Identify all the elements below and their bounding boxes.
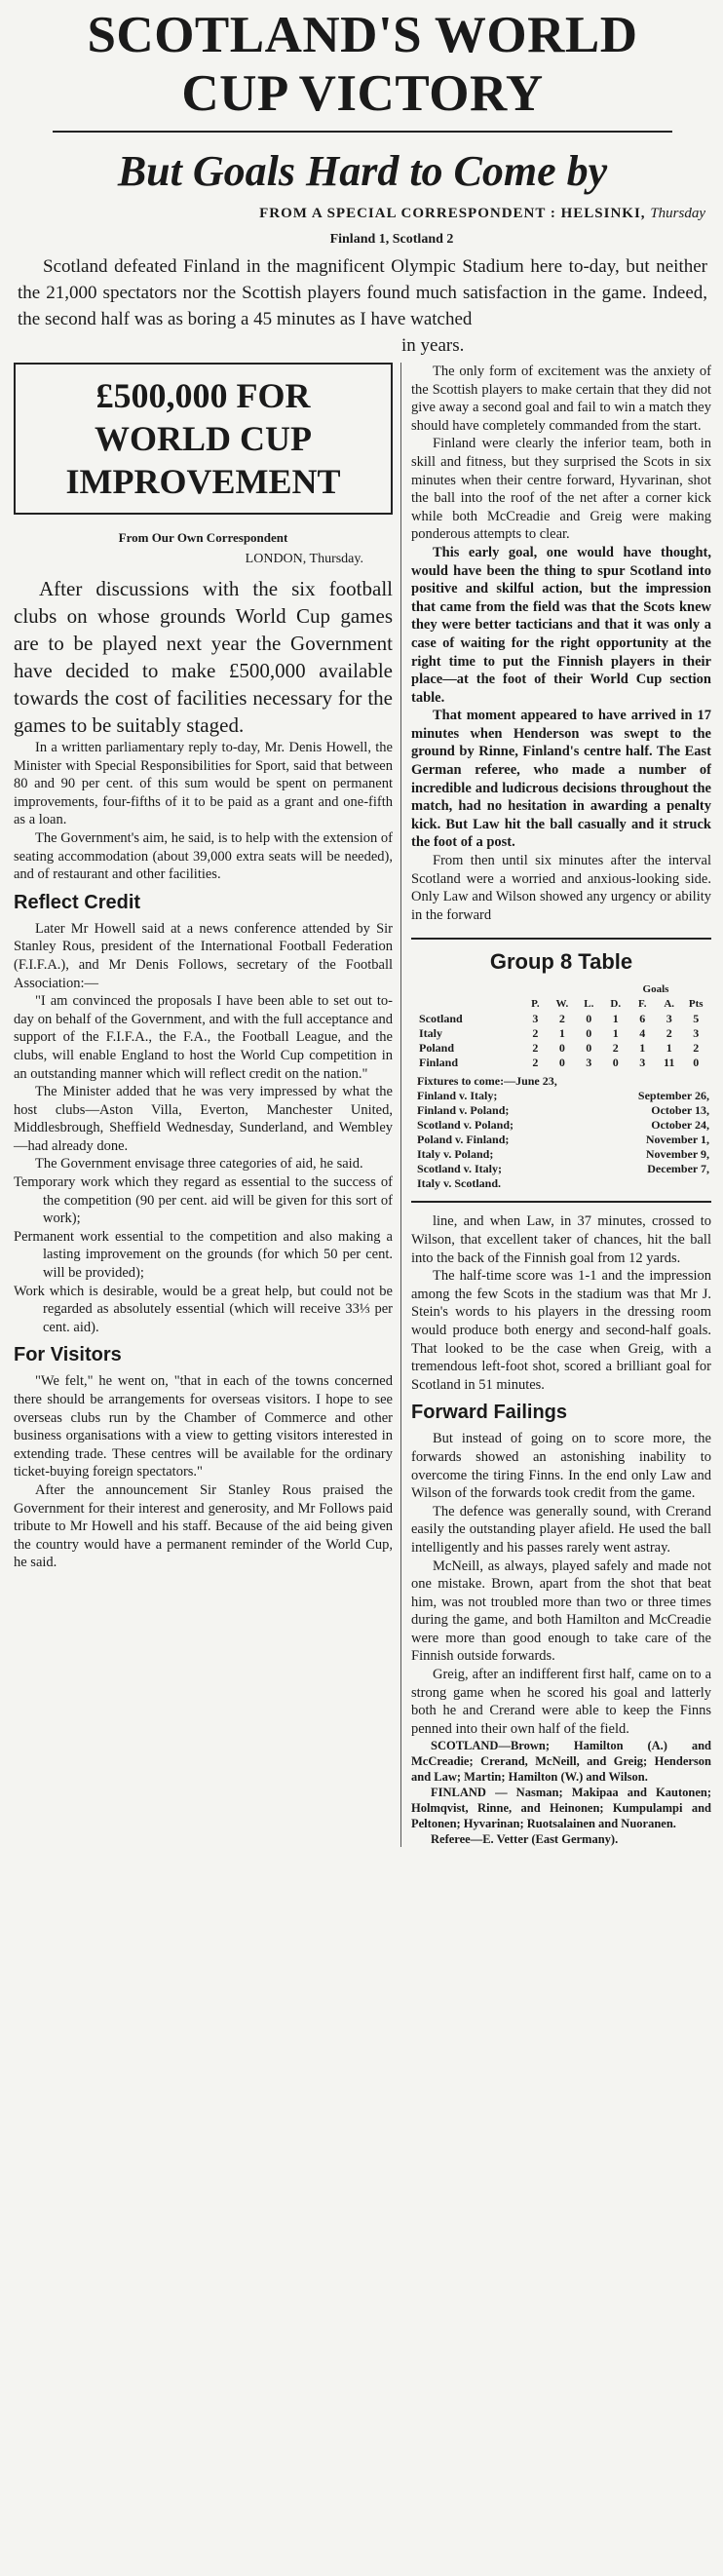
report-paragraph: line, and when Law, in 37 minutes, crossed to Wilson, that excellent taker of chances, hit the ball into the back of the Finnish goal from 12 yards. [411, 1213, 711, 1266]
fixture-match: Scotland v. Poland; [417, 1118, 514, 1133]
fixture-date: October 24, [651, 1118, 709, 1133]
team-name: Italy [419, 1026, 442, 1041]
stat-cell: 5 [693, 1012, 700, 1026]
header-cell: A. [664, 998, 675, 1011]
sidebar-from: From Our Own Correspondent [118, 530, 288, 545]
team-name: Finland [419, 1056, 459, 1070]
sidebar-headline-1: £500,000 FOR [95, 376, 311, 415]
stat-cell: 2 [532, 1056, 539, 1070]
report-paragraph: The defence was generally sound, with Crerand easily the outstanding player afield. He used the ball intelligently and his passes rarely went astray. [411, 1503, 711, 1556]
stat-cell: 2 [558, 1012, 565, 1026]
aid-category: Temporary work which they regard as essential to the success of the competition (90 per cent. aid will be given for this sort of work); [14, 1174, 393, 1227]
fixture-match: Poland v. Finland; [417, 1133, 510, 1147]
sidebar-paragraph: The Government envisage three categories of aid, he said. [35, 1156, 363, 1173]
fixture-date: November 9, [645, 1147, 709, 1162]
masthead [14, 6, 711, 196]
header-cell: W. [555, 998, 569, 1011]
stat-cell: 3 [586, 1056, 592, 1070]
team-name: Poland [419, 1041, 455, 1056]
fixtures-title: Fixtures to come:—June 23, [417, 1074, 557, 1089]
referee-line: Referee—E. Vetter (East Germany). [431, 1832, 619, 1847]
stat-cell: 2 [532, 1041, 539, 1056]
standings-header-row [417, 997, 709, 1012]
stat-cell: 1 [612, 1012, 619, 1026]
stat-cell: 1 [558, 1026, 565, 1041]
headline-line-1: SCOTLAND'S WORLD [87, 7, 638, 63]
aid-category: Work which is desirable, would be a great help, but could not be regarded as absolutely essential (which will receive 33⅓ per cent. aid). [14, 1283, 393, 1335]
report-paragraph: But instead of going on to score more, the forwards showed an astonishing inability to overcome the tiring Finns. In the end only Law and Wilson of the forwards took credit from the game. [411, 1431, 711, 1502]
report-column [401, 363, 711, 1847]
report-paragraph: Greig, after an indifferent first half, came on to a strong game when he scored his goal and latterly both he and Crerand were able to keep the Finns penned into their own half of the field. [411, 1667, 711, 1737]
stat-cell: 2 [666, 1026, 672, 1041]
header-cell: D. [610, 998, 622, 1011]
stat-cell: 0 [693, 1056, 700, 1070]
sidebar-headline-box [14, 363, 393, 515]
report-subhead-forward-failings: Forward Failings [411, 1402, 568, 1424]
stat-cell: 1 [612, 1026, 619, 1041]
fixture-date: November 1, [645, 1133, 709, 1147]
goals-label: Goals [642, 983, 669, 996]
goals-header-row [417, 982, 709, 997]
stat-cell: 0 [612, 1056, 619, 1070]
stat-cell: 0 [558, 1041, 565, 1056]
fixtures-list [417, 1074, 711, 1191]
sidebar-paragraph: "We felt," he went on, "that in each of the towns concerned there should be arrangements for overseas visitors. I hope to see overseas clubs run by the Chamber of Commerce and other business organisations with a view to getting visitors interested in extending trade. These centres will be available for the ordinary ticket-buying foreign spectators." [14, 1373, 393, 1480]
score-line: Finland 1, Scotland 2 [329, 232, 454, 247]
stat-cell: 11 [664, 1056, 675, 1070]
stat-cell: 0 [586, 1041, 592, 1056]
fixture-row [417, 1162, 709, 1176]
report-paragraph: The half-time score was 1-1 and the impression among the few Scots in the stadium was that Mr J. Stein's words to his players in the dressing room would produce both energy and second-half goals. That looked to be the case when Greig, with a tremendous left-foot shot, scored a brilliant goal for Scotland in 51 minutes. [411, 1268, 711, 1393]
table-row [417, 1056, 709, 1070]
sidebar-paragraph: The Minister added that he was very impressed by what the host clubs—Aston Villa, Everton, Manchester United, Middlesbrough, Sheffield Wednesday, Sunderland, and Wembley—had already done. [14, 1084, 393, 1154]
group-table-box [411, 938, 711, 1203]
lead-paragraph: Scotland defeated Finland in the magnificent Olympic Stadium here to-day, but neither the 21,000 spectators nor the Scottish players found much satisfaction in the game. Indeed, the second half was as boring a 45 minutes as I have watched [18, 256, 707, 329]
sidebar-subhead-for-visitors: For Visitors [14, 1344, 122, 1366]
report-paragraph: That moment appeared to have arrived in 17 minutes when Henderson was swept to the ground by Rinne, Finland's centre half. The East German referee, who made a number of incredible and ludicrous decisions throughout the match, had no hesitation in awarding a penalty kick. But Law hit the ball casually and it struck the foot of a post. [411, 708, 711, 851]
stat-cell: 3 [532, 1012, 539, 1026]
stat-cell: 1 [639, 1041, 646, 1056]
sidebar-intro: After discussions with the six football clubs on whose grounds World Cup games are to be played next year the Government have decided to make £500,000 available towards the cost of facilities necessary for the games to be suitably staged. [14, 577, 393, 737]
group-table-title: Group 8 Table [489, 949, 633, 975]
team-lineup-scotland: SCOTLAND—Brown; Hamilton (A.) and McCreadie; Crerand, McNeill, and Greig; Henderson and Law; Martin; Hamilton (W.) and Wilson. [411, 1739, 711, 1785]
stat-cell: 2 [612, 1041, 619, 1056]
stat-cell: 2 [532, 1026, 539, 1041]
report-paragraph: Finland were clearly the inferior team, both in skill and fitness, but they surprised the Scots in six minutes when their centre forward, Hyvarinan, shot the ball into the roof of the net after a corner kick while both McCreadie and Greig were making ponderous attempts to clear. [411, 436, 711, 543]
fixture-row [417, 1176, 709, 1191]
byline [14, 206, 705, 222]
sidebar-paragraph: In a written parliamentary reply to-day, Mr. Denis Howell, the Minister with Special Responsibilities for Sport, said that between 80 and 90 per cent. of this sum would be spent on permanent improvements, four-fifths of it to be paid as a grant and one-fifth as a loan. [14, 740, 393, 828]
header-cell [417, 997, 522, 1012]
stat-cell: 3 [693, 1026, 700, 1041]
stat-cell: 0 [586, 1012, 592, 1026]
stat-cell: 4 [639, 1026, 646, 1041]
sidebar-dateline: LONDON, Thursday. [245, 552, 363, 566]
report-paragraph: This early goal, one would have thought, would have been the thing to spur Scotland into positive and skilful action, but the impression that came from the field was that the Scots knew they were better tacticians and that it was only a case of waiting for the right opportunity at the right time to put the Finnish players in their place—at the foot of their World Cup section table. [411, 544, 711, 706]
fixture-date: December 7, [647, 1162, 709, 1176]
headline-rule [53, 131, 672, 133]
sidebar-paragraph: The Government's aim, he said, is to help with the extension of seating accommodation (about 39,000 extra seats will be needed), and of restaurant and other facilities. [14, 829, 393, 883]
fixture-match: Finland v. Poland; [417, 1103, 510, 1118]
byline-day: Thursday [650, 206, 705, 221]
fixture-row [417, 1147, 709, 1162]
table-row [417, 1012, 709, 1026]
fixture-match: Italy v. Poland; [417, 1147, 494, 1162]
table-row [417, 1041, 709, 1056]
article-columns [14, 363, 711, 1847]
subheadline: But Goals Hard to Come by [117, 147, 608, 195]
fixture-match: Italy v. Scotland. [417, 1176, 502, 1191]
stat-cell: 0 [558, 1056, 565, 1070]
sidebar-headline-3: IMPROVEMENT [65, 462, 341, 501]
stat-cell: 3 [639, 1056, 646, 1070]
aid-category: Permanent work essential to the competition and also making a lasting improvement on the grounds (for which 50 per cent. will be provided); [14, 1228, 393, 1282]
header-cell: P. [531, 998, 540, 1011]
lead-end: in years. [401, 335, 465, 356]
fixture-match: Finland v. Italy; [417, 1089, 498, 1103]
table-row [417, 1026, 709, 1041]
sidebar-column [14, 363, 401, 1847]
standings-table [417, 982, 709, 1070]
header-cell: Pts [688, 998, 704, 1011]
fixture-row [417, 1133, 709, 1147]
fixture-row [417, 1118, 709, 1133]
stat-cell: 2 [693, 1041, 700, 1056]
sidebar-paragraph: After the announcement Sir Stanley Rous praised the Government for their interest and generosity, and Mr Follows paid tribute to Mr Howell and his staff. Because of the aid being given the country would have a permanent reminder of the World Cup, he said. [14, 1481, 393, 1571]
fixture-match: Scotland v. Italy; [417, 1162, 503, 1176]
stat-cell: 3 [666, 1012, 672, 1026]
sidebar-subhead-reflect-credit: Reflect Credit [14, 891, 141, 913]
fixture-row [417, 1089, 709, 1103]
stat-cell: 1 [666, 1041, 672, 1056]
header-cell: L. [584, 998, 594, 1011]
fixture-date: October 13, [651, 1103, 709, 1118]
byline-from: FROM A SPECIAL CORRESPONDENT : HELSINKI, [259, 206, 646, 221]
fixture-date: September 26, [637, 1089, 709, 1103]
fixture-row [417, 1103, 709, 1118]
sidebar-paragraph: Later Mr Howell said at a news conference attended by Sir Stanley Rous, president of the International Football Federation (F.I.F.A.), and Mr Denis Follows, secretary of the Football Association:— [14, 920, 393, 991]
sidebar-paragraph: "I am convinced the proposals I have been able to set out to-day on behalf of the Government, and with the full acceptance and support of the F.I.F.A., the F.A., the Football League, and the clubs, will enable England to host the World Cup competition in an outstanding manner which will reflect credit on the nation." [14, 993, 393, 1082]
stat-cell: 6 [639, 1012, 646, 1026]
report-paragraph: McNeill, as always, played safely and made not one mistake. Brown, apart from the shot that beat him, was not troubled more than two or three times during the game, and both Hamilton and McCreadie were more than good enough to take care of the Finnish outside forwards. [411, 1557, 711, 1665]
header-cell: F. [638, 998, 647, 1011]
sidebar-headline-2: WORLD CUP [95, 419, 312, 458]
report-paragraph: The only form of excitement was the anxiety of the Scottish players to make certain that they did not give away a second goal and fail to win a match they should have completely commanded from the start. [411, 364, 711, 434]
report-paragraph: From then until six minutes after the interval Scotland were a worried and anxious-looking side. Only Law and Wilson showed any urgency or ability in the forward [411, 853, 711, 923]
headline-line-2: CUP VICTORY [181, 65, 544, 122]
stat-cell: 0 [586, 1026, 592, 1041]
team-lineup-finland: FINLAND — Nasman; Makipaa and Kautonen; Holmqvist, Rinne, and Heinonen; Kumpulampi and Peltonen; Hyvarinan; Ruotsalainen and Nuoranen. [411, 1786, 711, 1831]
team-name: Scotland [419, 1012, 463, 1026]
